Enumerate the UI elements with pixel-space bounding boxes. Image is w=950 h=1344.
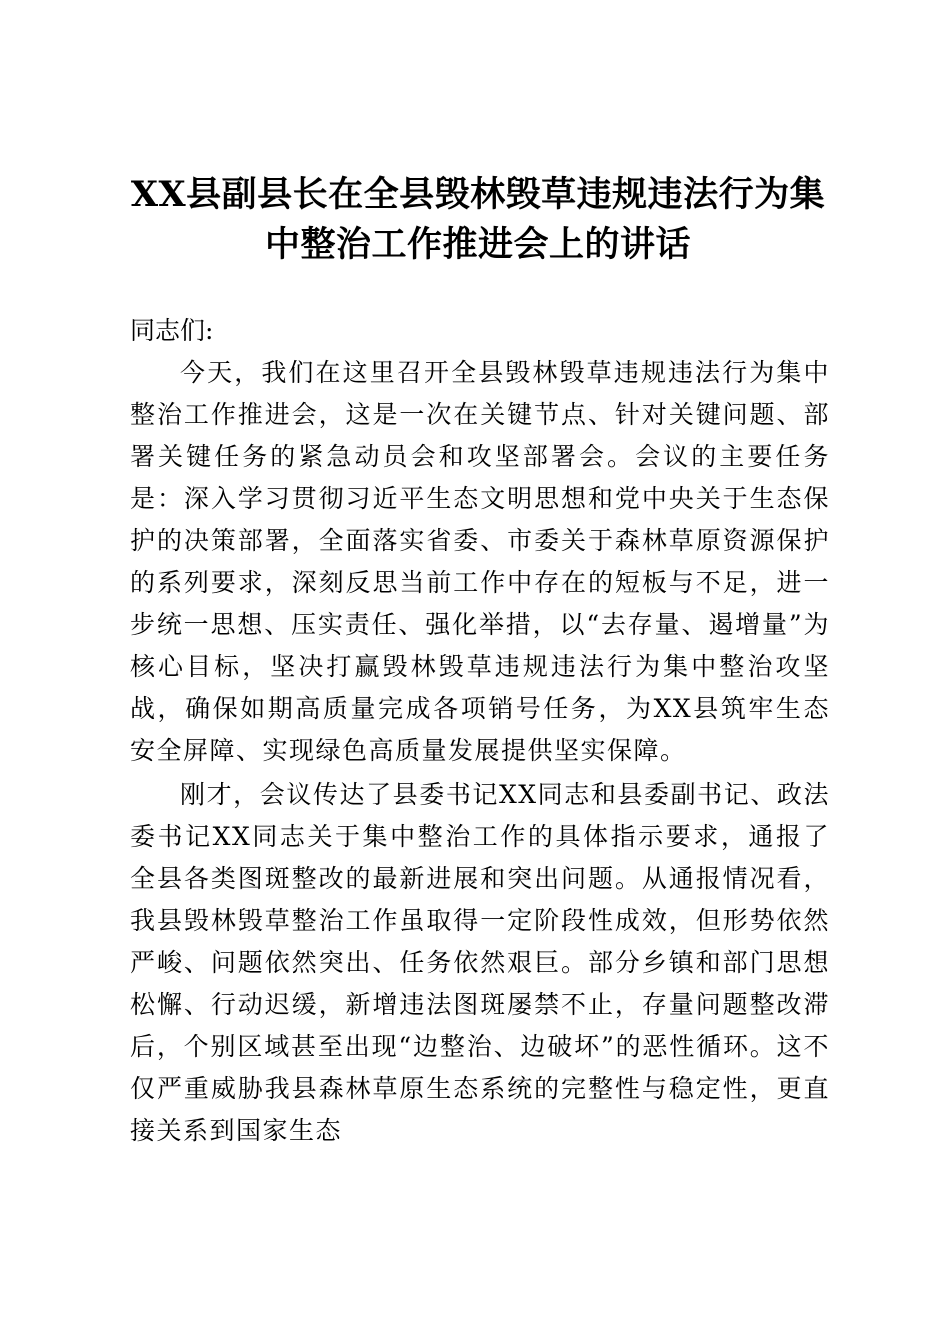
document-title: XX县副县长在全县毁林毁草违规违法行为集中整治工作推进会上的讲话	[130, 174, 826, 265]
paragraph-1: 今天，我们在这里召开全县毁林毁草违规违法行为集中整治工作推进会，这是一次在关键节点、针对关键问题、部署关键任务的紧急动员会和攻坚部署会。会议的主要任务是：深入学习贯彻习近平生态文明思想和党中央关于生态保护的决策部署，全面落实省委、市委关于森林草原资源保护的系列要求，深刻反思当前工作中存在的短板与不足，进一步统一思想、压实责任、强化举措，以“去存量、遏增量”为核心目标，坚决打赢毁林毁草违规违法行为集中整治攻坚战，确保如期高质量完成各项销号任务，为XX县筑牢生态安全屏障、实现绿色高质量发展提供坚实保障。	[130, 358, 830, 765]
document-body	[130, 310, 830, 1154]
salutation: 同志们:	[130, 316, 214, 345]
paragraph-2: 刚才，会议传达了县委书记XX同志和县委副书记、政法委书记XX同志关于集中整治工作的具体指示要求，通报了全县各类图斑整改的最新进展和突出问题。从通报情况看，我县毁林毁草整治工作虽取得一定阶段性成效，但形势依然严峻、问题依然突出、任务依然艰巨。部分乡镇和部门思想松懈、行动迟缓，新增违法图斑屡禁不止，存量问题整改滞后，个别区域甚至出现“边整治、边破坏”的恶性循环。这不仅严重威胁我县森林草原生态系统的完整性与稳定性，更直接关系到国家生态	[130, 780, 830, 1145]
